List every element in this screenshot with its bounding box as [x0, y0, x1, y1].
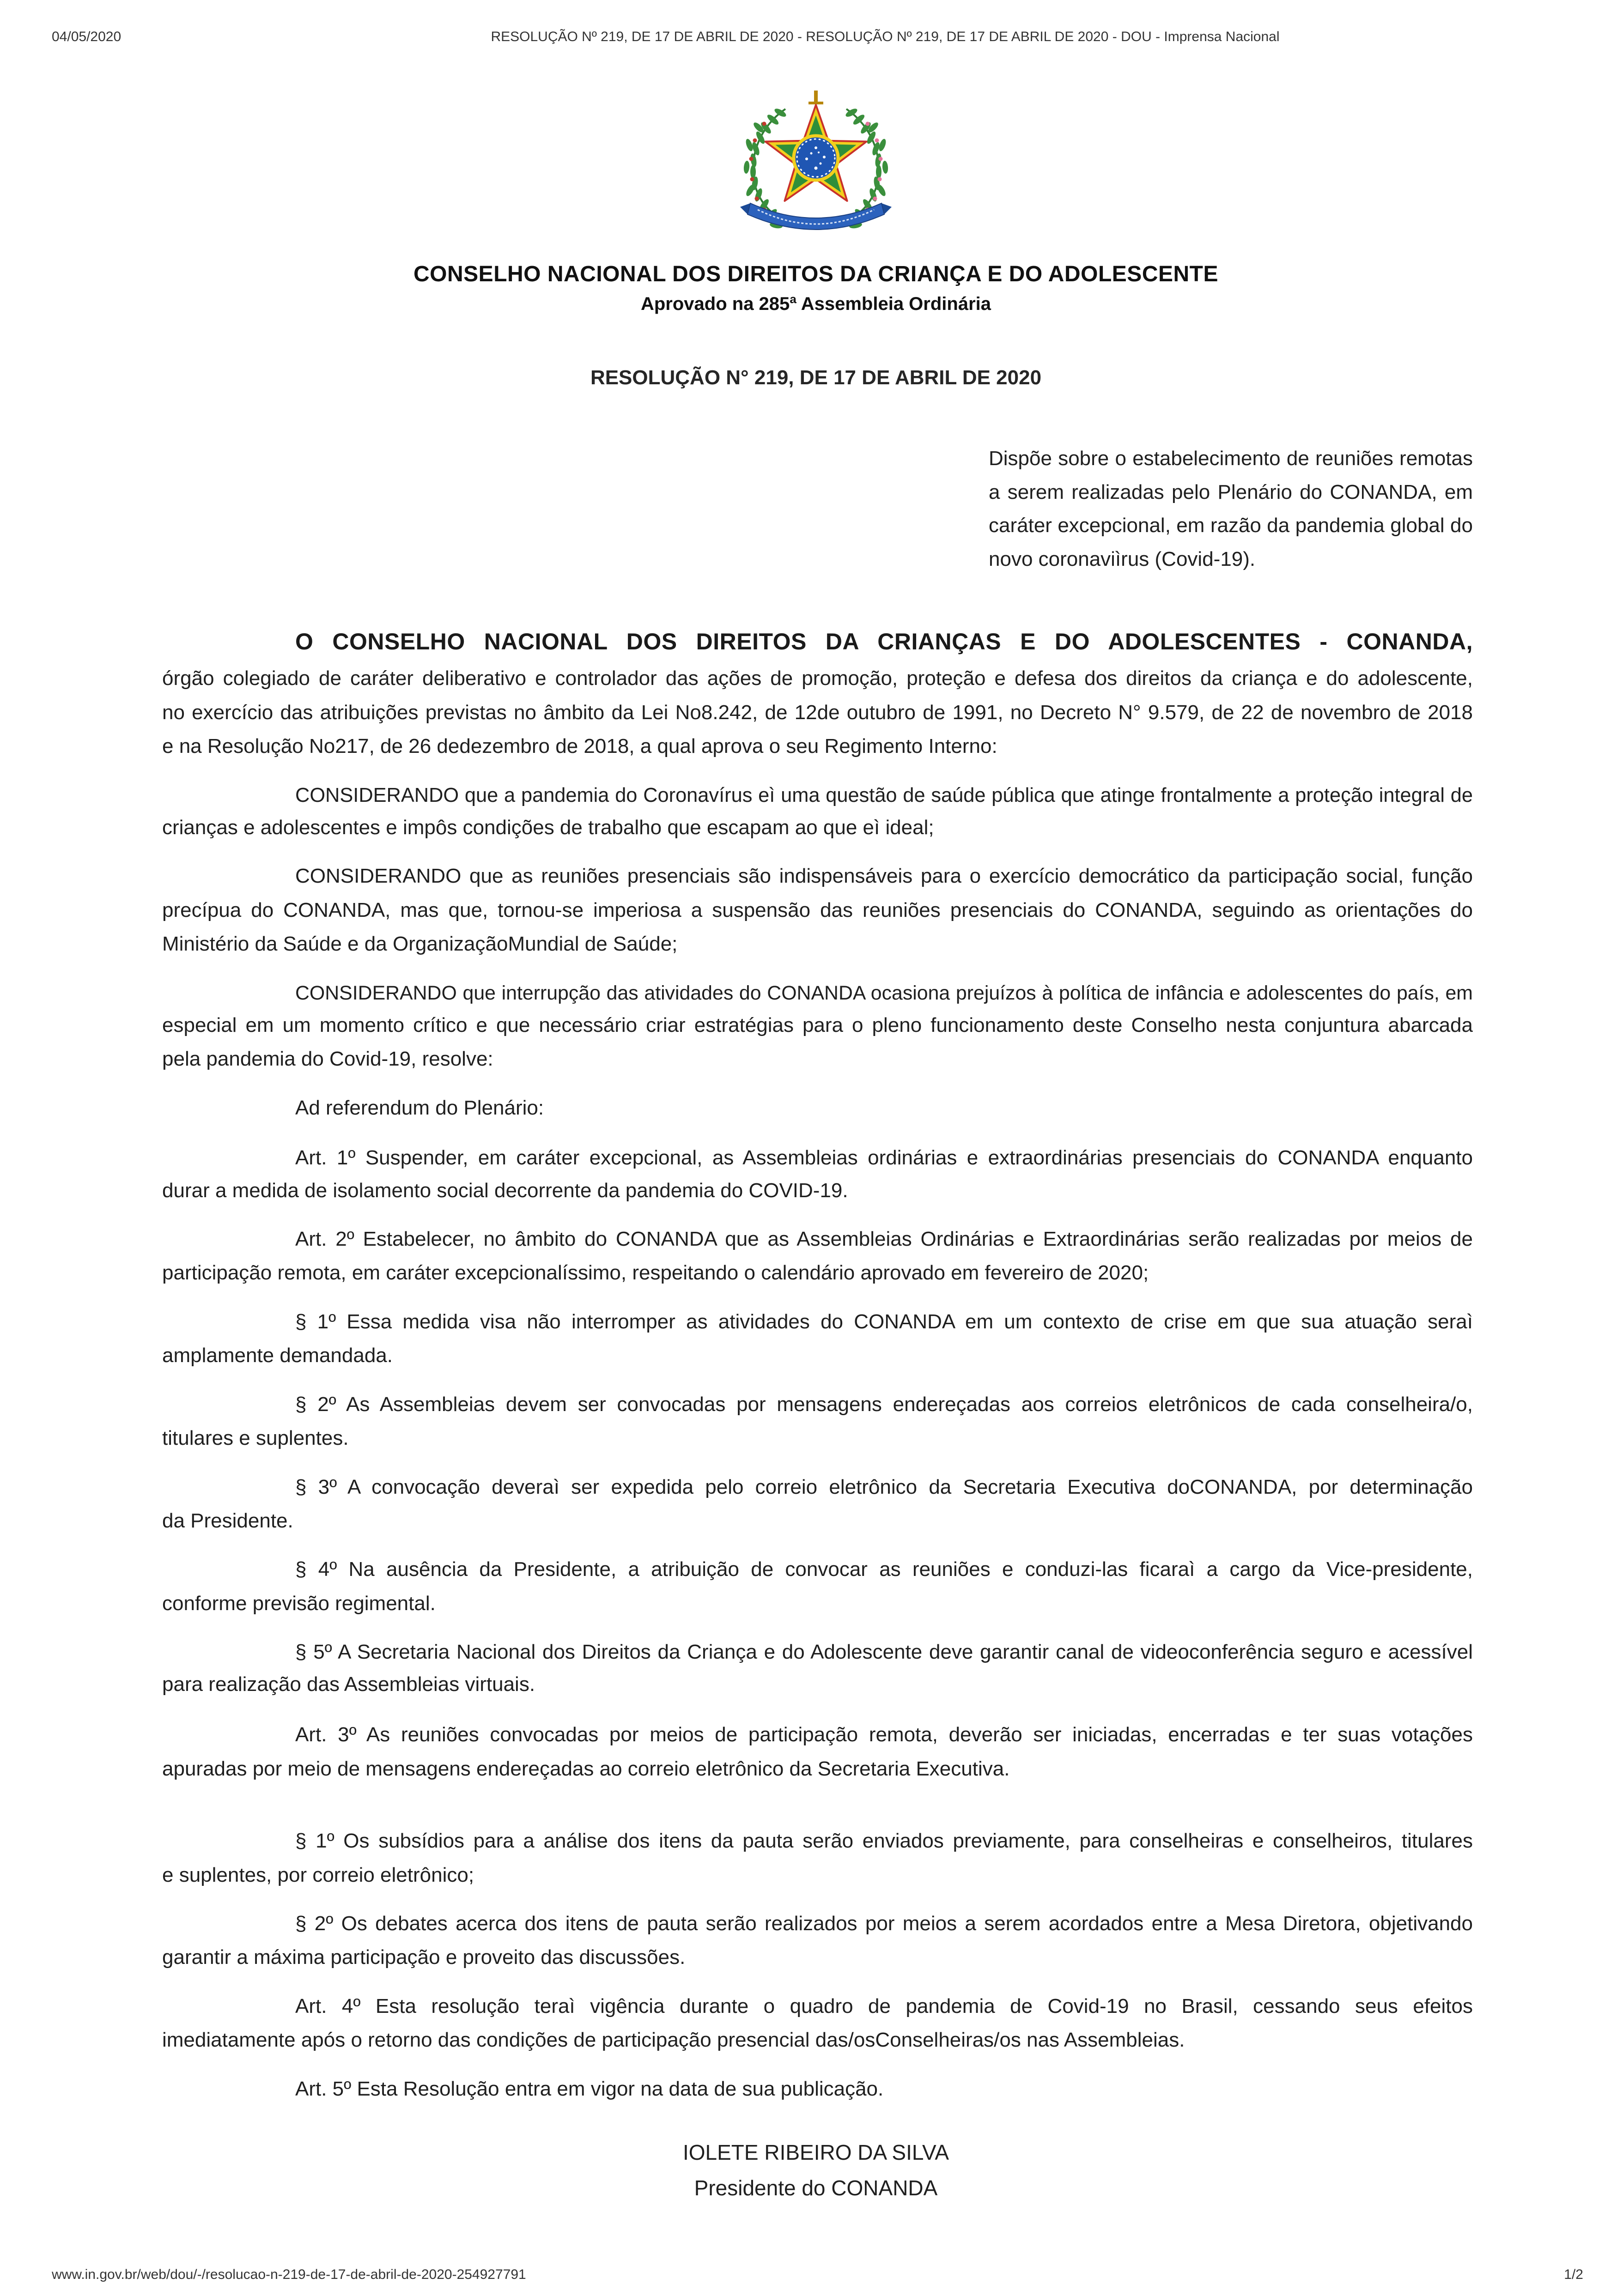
ementa-line: caráter excepcional, em razão da pandemia global do — [989, 514, 1473, 537]
paragraph-line: órgão colegiado de caráter deliberativo e controlador das ações de promoção, proteção e defesa dos direitos da criança e do adolescente, — [162, 667, 1473, 690]
paragraph-line: e suplentes, por correio eletrônico; — [162, 1864, 474, 1886]
celestial-globe — [794, 136, 838, 180]
paragraph-line: § 1º Os subsídios para a análise dos itens da pauta serão enviados previamente, para conselheiras e conselheiros, titulares — [295, 1830, 1473, 1852]
paragraph-line: CONSIDERANDO que a pandemia do Coronavírus eì uma questão de saúde pública que atinge frontalmente a proteção integral de — [295, 784, 1473, 806]
paragraph-line: § 5º A Secretaria Nacional dos Direitos da Criança e do Adolescente deve garantir canal de videoconferência seguro e acessível — [295, 1641, 1473, 1663]
paragraph-line: no exercício das atribuições previstas no âmbito da Lei No8.242, de 12de outubro de 1991, no Decreto N° 9.579, de 22 de novembro de 2018 — [162, 701, 1473, 724]
paragraph-line: CONSIDERANDO que interrupção das atividades do CONANDA ocasiona prejuízos à política de infância e adolescentes do país, em — [295, 982, 1473, 1004]
footer-url: www.in.gov.br/web/dou/-/resolucao-n-219-de-17-de-abril-de-2020-254927791 — [52, 2267, 526, 2282]
paragraph-line: crianças e adolescentes e impôs condições de trabalho que escapam ao que eì ideal; — [162, 816, 934, 839]
preamble-heading: O CONSELHO NACIONAL DOS DIREITOS DA CRIANÇAS E DO ADOLESCENTES - CONANDA, — [295, 629, 1473, 654]
print-header-title: RESOLUÇÃO Nº 219, DE 17 DE ABRIL DE 2020 - RESOLUÇÃO Nº 219, DE 17 DE ABRIL DE 2020 - DOU - Imprensa Nacional — [491, 29, 1280, 44]
paragraph-line: amplamente demandada. — [162, 1344, 393, 1367]
paragraph-line: durar a medida de isolamento social decorrente da pandemia do COVID-19. — [162, 1179, 848, 1202]
paragraph-line: titulares e suplentes. — [162, 1427, 349, 1449]
paragraph-line: Art. 4º Esta resolução teraì vigência durante o quadro de pandemia de Covid-19 no Brasil, cessando seus efeitos — [295, 1995, 1473, 2017]
paragraph-line: Art. 5º Esta Resolução entra em vigor na data de sua publicação. — [295, 2078, 884, 2100]
ementa-line: Dispõe sobre o estabelecimento de reuniões remotas — [989, 447, 1473, 470]
ementa-line: novo coronaviìrus (Covid-19). — [989, 548, 1256, 570]
paragraph-line: § 2º Os debates acerca dos itens de pauta serão realizados por meios a serem acordados entre a Mesa Diretora, objetivando — [295, 1912, 1473, 1935]
print-header-date: 04/05/2020 — [52, 29, 122, 44]
resolution-title: RESOLUÇÃO N° 219, DE 17 DE ABRIL DE 2020 — [590, 366, 1042, 389]
paragraph-line: § 3º A convocação deveraì ser expedida pelo correio eletrônico da Secretaria Executiva doCONANDA, por determinação — [295, 1476, 1473, 1498]
paragraph-line: § 4º Na ausência da Presidente, a atribuição de convocar as reuniões e conduzi-las ficaraì a cargo da Vice-presidente, — [295, 1558, 1473, 1581]
page-number: 1/2 — [1564, 2267, 1583, 2282]
paragraph-line: § 2º As Assembleias devem ser convocadas por mensagens endereçadas aos correios eletrônicos de cada conselheira/o, — [295, 1393, 1473, 1416]
paragraph-line: especial em um momento crítico e que necessário criar estratégias para o pleno funcionamento deste Conselho nesta conjuntura abarcada — [162, 1014, 1473, 1036]
paragraph-line: Ministério da Saúde e da OrganizaçãoMundial de Saúde; — [162, 933, 678, 955]
paragraph-line: pela pandemia do Covid-19, resolve: — [162, 1048, 493, 1070]
ementa-line: a serem realizadas pelo Plenário do CONANDA, em — [989, 481, 1473, 503]
paragraph-line: conforme previsão regimental. — [162, 1592, 436, 1615]
paragraph-line: Art. 3º As reuniões convocadas por meios de participação remota, deverão ser iniciadas, encerradas e ter suas votações — [295, 1723, 1473, 1746]
sword-hilt — [808, 91, 823, 104]
signature-role: Presidente do CONANDA — [694, 2176, 938, 2200]
paragraph-line: participação remota, em caráter excepcionalíssimo, respeitando o calendário aprovado em fevereiro de 2020; — [162, 1261, 1149, 1284]
paragraph-line: imediatamente após o retorno das condições de participação presencial das/osConselheiras/os nas Assembleias. — [162, 2029, 1185, 2051]
paragraph-line: Art. 1º Suspender, em caráter excepcional, as Assembleias ordinárias e extraordinárias presenciais do CONANDA enquanto — [295, 1146, 1473, 1169]
paragraph-line: e na Resolução No217, de 26 dedezembro de 2018, a qual aprova o seu Regimento Interno: — [162, 735, 997, 757]
approval-note: Aprovado na 285ª Assembleia Ordinária — [640, 294, 991, 314]
council-name: CONSELHO NACIONAL DOS DIREITOS DA CRIANÇA E DO ADOLESCENTE — [413, 262, 1218, 286]
paragraph-line: CONSIDERANDO que as reuniões presenciais são indispensáveis para o exercício democrático da participação social, função — [295, 865, 1473, 887]
paragraph-line: precípua do CONANDA, mas que, tornou-se imperiosa a suspensão das reuniões presenciais do CONANDA, seguindo as orientações do — [162, 899, 1473, 921]
paragraph-line: garantir a máxima participação e proveito das discussões. — [162, 1946, 686, 1969]
coat-of-arms-of-brazil-icon — [737, 89, 894, 246]
paragraph-line: apuradas por meio de mensagens endereçadas ao correio eletrônico da Secretaria Executiva. — [162, 1757, 1010, 1780]
paragraph-line: Art. 2º Estabelecer, no âmbito do CONANDA que as Assembleias Ordinárias e Extraordinárias serão realizadas por meios de — [295, 1228, 1473, 1250]
paragraph-line: para realização das Assembleias virtuais. — [162, 1673, 535, 1696]
paragraph-line: § 1º Essa medida visa não interromper as atividades do CONANDA em um contexto de crise em que sua atuação seraì — [295, 1310, 1473, 1333]
paragraph-line: da Presidente. — [162, 1509, 293, 1532]
paragraph-line: Ad referendum do Plenário: — [295, 1097, 544, 1119]
signature-name: IOLETE RIBEIRO DA SILVA — [682, 2140, 949, 2164]
